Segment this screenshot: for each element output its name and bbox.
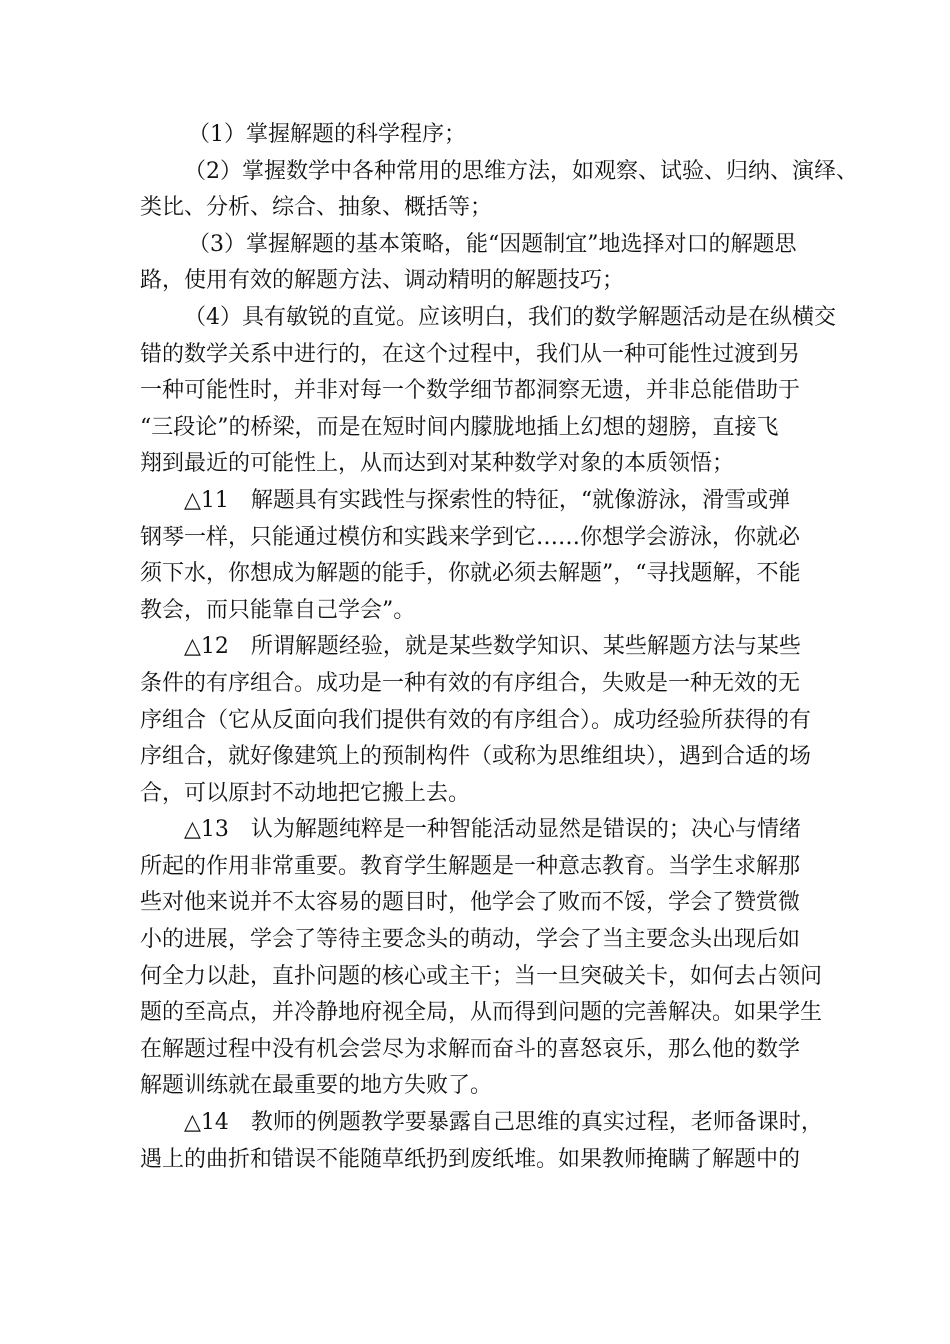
text-line: △12 所谓解题经验，就是某些数学知识、某些解题方法与某些 <box>184 634 801 660</box>
text-line: △14 教师的例题教学要暴露自己思维的真实过程，老师备课时， <box>184 1110 823 1136</box>
paragraph-2 <box>140 154 858 227</box>
text-line: （1）掌握解题的科学程序； <box>188 122 466 147</box>
paragraph-8 <box>140 1105 823 1178</box>
text-line: 错的数学关系中进行的，在这个过程中，我们从一种可能性过渡到另 <box>140 341 801 367</box>
text-line: 遇上的曲折和错误不能随草纸扔到废纸堆。如果教师掩瞒了解题中的 <box>140 1146 801 1172</box>
document-body <box>140 117 858 1178</box>
paragraph-5 <box>140 483 812 629</box>
text-line: 何全力以赴，直扑问题的核心或主干；当一旦突破关卡，如何去占领问 <box>140 963 823 989</box>
text-line: 题的至高点，并冷静地府视全局，从而得到问题的完善解决。如果学生 <box>140 1000 823 1026</box>
text-line: （3）掌握解题的基本策略，能“因题制宜”地选择对口的解题思 <box>188 231 797 257</box>
text-line: 条件的有序组合。成功是一种有效的有序组合，失败是一种无效的无 <box>140 670 801 696</box>
text-line: 钢琴一样，只能通过模仿和实践来学到它……你想学会游泳，你就必 <box>140 524 801 550</box>
text-line: 序组合，就好像建筑上的预制构件（或称为思维组块），遇到合适的场 <box>140 744 812 770</box>
paragraph-1 <box>140 117 812 154</box>
text-line: 合，可以原封不动地把它搬上去。 <box>140 780 471 806</box>
text-line: 教会，而只能靠自己学会”。 <box>140 597 416 623</box>
paragraph-3 <box>140 227 812 300</box>
text-line: △11 解题具有实践性与探索性的特征，“就像游泳，滑雪或弹 <box>184 487 791 513</box>
text-line: 解题训练就在最重要的地方失败了。 <box>140 1073 493 1099</box>
text-line: △13 认为解题纯粹是一种智能活动显然是错误的；决心与情绪 <box>184 817 801 843</box>
text-line: 类比、分析、综合、抽象、概括等； <box>140 195 493 221</box>
text-line: （2）掌握数学中各种常用的思维方法，如观察、试验、归纳、演绎、 <box>184 158 858 184</box>
text-line: 小的进展，学会了等待主要念头的萌动，学会了当主要念头出现后如 <box>140 927 801 953</box>
text-line: “三段论”的桥梁，而是在短时间内朦胧地插上幻想的翅膀，直接飞 <box>140 414 779 440</box>
text-line: 所起的作用非常重要。教育学生解题是一种意志教育。当学生求解那 <box>140 853 801 879</box>
paragraph-4 <box>140 300 836 483</box>
text-line: 路，使用有效的解题方法、调动精明的解题技巧； <box>140 268 625 294</box>
text-line: 些对他来说并不太容易的题目时，他学会了败而不馁，学会了赞赏微 <box>140 890 801 916</box>
text-line: 须下水，你想成为解题的能手，你就必须去解题”，“寻找题解，不能 <box>140 561 801 587</box>
text-line: 翔到最近的可能性上，从而达到对某种数学对象的本质领悟； <box>140 451 735 477</box>
paragraph-7 <box>140 812 823 1105</box>
text-line: 序组合（它从反面向我们提供有效的有序组合）。成功经验所获得的有 <box>140 707 812 733</box>
text-line: 在解题过程中没有机会尝尽为求解而奋斗的喜怒哀乐，那么他的数学 <box>140 1036 801 1062</box>
text-line: 一种可能性时，并非对每一个数学细节都洞察无遗，并非总能借助于 <box>140 378 801 404</box>
text-line: （4）具有敏锐的直觉。应该明白，我们的数学解题活动是在纵横交 <box>184 304 836 330</box>
paragraph-6 <box>140 629 812 812</box>
